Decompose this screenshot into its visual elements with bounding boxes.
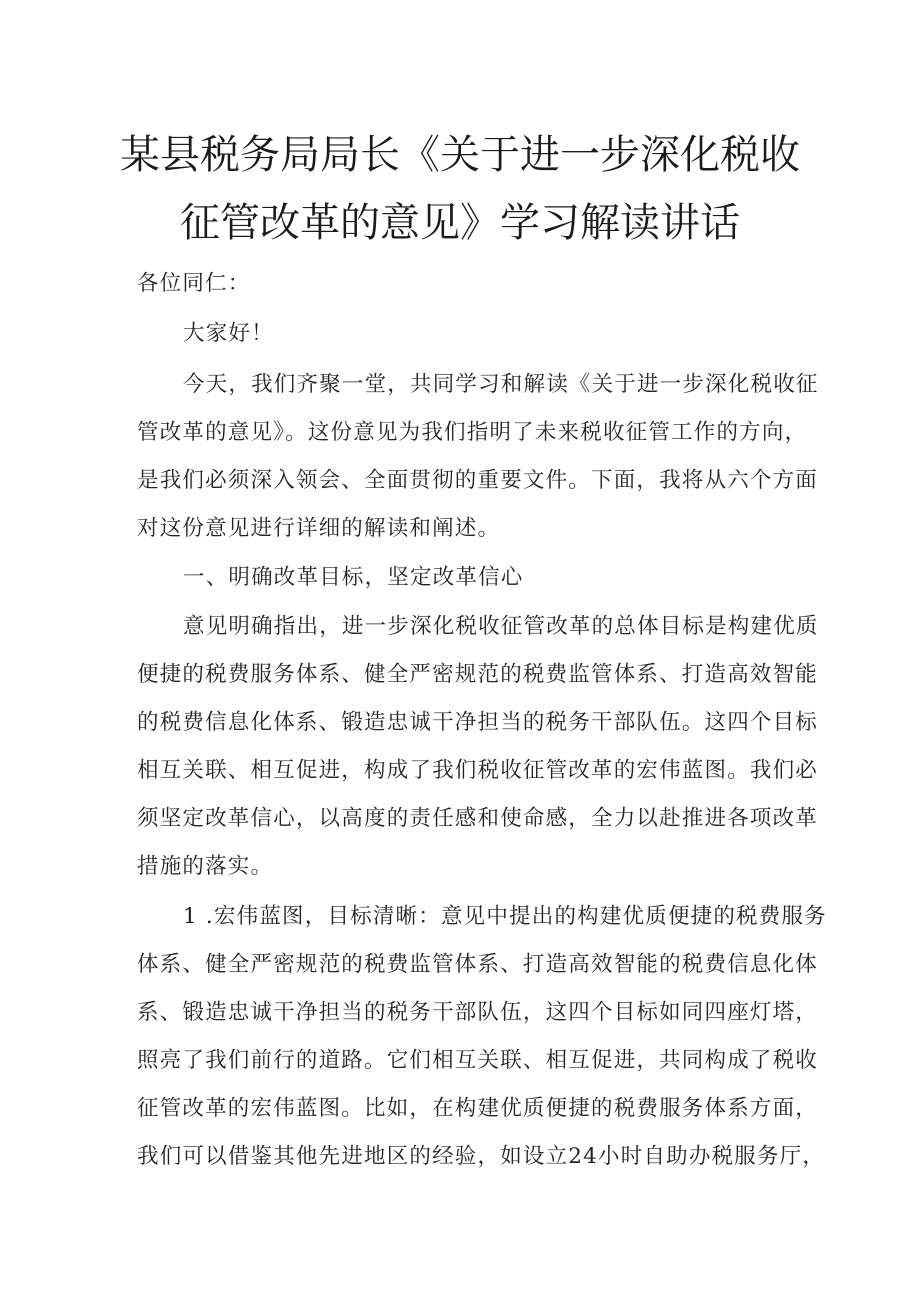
paragraph-goals-line: 的税费信息化体系、锻造忠诚干净担当的税务干部队伍。这四个目标 (137, 710, 819, 735)
paragraph-blueprint-line: 照亮了我们前行的道路。它们相互关联、相互促进，共同构成了税收 (137, 1048, 819, 1073)
paragraph-goals-line: 相互关联、相互促进，构成了我们税收征管改革的宏伟蓝图。我们必 (137, 758, 819, 783)
greeting: 大家好！ (183, 321, 274, 346)
paragraph-intro-line: 对这份意见进行详细的解读和阐述。 (137, 516, 501, 541)
paragraph-intro-line: 管改革的意见》。这份意见为我们指明了未来税收征管工作的方向， (137, 420, 808, 445)
salutation: 各位同仁： (137, 271, 251, 296)
paragraph-goals-line: 须坚定改革信心，以高度的责任感和使命感，全力以赴推进各项改革 (137, 806, 819, 831)
paragraph-intro-line: 今天，我们齐聚一堂，共同学习和解读《关于进一步深化税收征 (183, 372, 819, 397)
paragraph-blueprint-line: 1 .宏伟蓝图，目标清晰：意见中提出的构建优质便捷的税费服务 (183, 904, 827, 929)
paragraph-blueprint-line: 征管改革的宏伟蓝图。比如，在构建优质便捷的税费服务体系方面， (137, 1096, 819, 1121)
paragraph-blueprint-line: 我们可以借鉴其他先进地区的经验，如设立24小时自助办税服务厅， (137, 1144, 826, 1169)
document-title-line-2: 征管改革的意见》学习解读讲话 (180, 200, 740, 246)
paragraph-intro-line: 是我们必须深入领会、全面贯彻的重要文件。下面，我将从六个方面 (137, 468, 819, 493)
paragraph-goals-line: 意见明确指出，进一步深化税收征管改革的总体目标是构建优质 (183, 614, 819, 639)
section-heading-1: 一、明确改革目标，坚定改革信心 (183, 565, 524, 590)
paragraph-goals-line: 措施的落实。 (137, 854, 274, 879)
paragraph-blueprint-line: 系、锻造忠诚干净担当的税务干部队伍，这四个目标如同四座灯塔， (137, 1000, 819, 1025)
paragraph-goals-line: 便捷的税费服务体系、健全严密规范的税费监管体系、打造高效智能 (137, 662, 819, 687)
paragraph-blueprint-line: 体系、健全严密规范的税费监管体系、打造高效智能的税费信息化体 (137, 952, 819, 977)
document-title-line-1: 某县税务局局长《关于进一步深化税收 (120, 132, 800, 178)
